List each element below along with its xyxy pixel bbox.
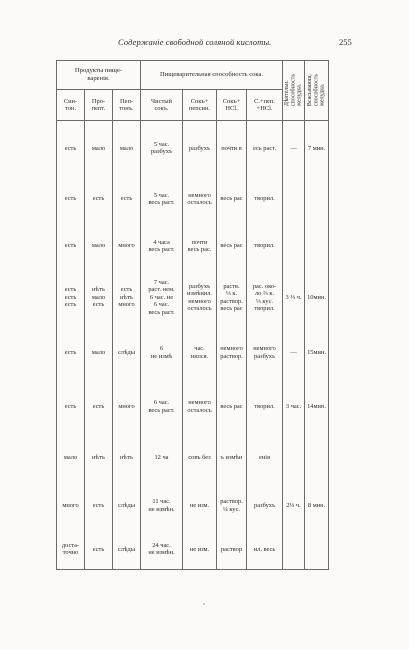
table-cell: — xyxy=(283,121,305,176)
table-cell: рас. око- ло ⅔ к. ⅓ кус. творил. xyxy=(247,270,283,326)
header-absorption-text: Всасывающ. способность желудка. xyxy=(307,74,326,107)
table-cell: доста- точно xyxy=(57,530,85,570)
table-cell: есть xyxy=(85,530,113,570)
table-cell: 3 ⅓ ч. xyxy=(283,270,305,326)
paper-speck xyxy=(203,603,205,605)
col-header: Сокъ+ HCl. xyxy=(217,90,247,121)
table-cell: есть xyxy=(57,121,85,176)
table-cell: есть xyxy=(57,380,85,434)
table-cell: есть xyxy=(57,176,85,223)
table-cell: много xyxy=(57,482,85,530)
running-head-title: Содержаніе свободной соляной кислоты. xyxy=(118,37,272,47)
col-header: Чистый сокъ. xyxy=(141,90,183,121)
table-cell: есть есть есть xyxy=(57,270,85,326)
table-cell: мало xyxy=(113,121,141,176)
table-cell: весь рас xyxy=(217,176,247,223)
table-cell: мало xyxy=(85,326,113,380)
table-cell: весь рас xyxy=(217,223,247,270)
table-cell: не изм. xyxy=(183,530,217,570)
table-cell: мало xyxy=(85,223,113,270)
table-cell: есть xyxy=(57,326,85,380)
table-row xyxy=(57,176,329,223)
table-cell: ъ измѣн xyxy=(217,434,247,482)
header-absorption xyxy=(305,61,329,121)
table-cell: раств. ⅓ к. раствор. весь рас xyxy=(217,270,247,326)
table-cell: совъ без xyxy=(183,434,217,482)
table-cell: разбухъ xyxy=(247,482,283,530)
table-cell: раствор. ¼ кус. xyxy=(217,482,247,530)
table-cell: почти в xyxy=(217,121,247,176)
header-digestive-capacity: Пищеварительная способность сока. xyxy=(141,61,283,90)
table-cell xyxy=(305,434,329,482)
table-cell: много xyxy=(113,380,141,434)
table-cell: 12 ча xyxy=(141,434,183,482)
table-cell: слѣды xyxy=(113,530,141,570)
table-cell: слѣды xyxy=(113,326,141,380)
page-number: 255 xyxy=(339,37,352,47)
table-cell: немного разбухъ xyxy=(247,326,283,380)
table-row xyxy=(57,326,329,380)
col-header: С.+пеп. +HCl. xyxy=(247,90,283,121)
table-cell: 6 час. весь раст. xyxy=(141,380,183,434)
table-cell: 24 час. не измѣн. xyxy=(141,530,183,570)
table-cell: творил. xyxy=(247,223,283,270)
table-cell xyxy=(305,176,329,223)
table-row xyxy=(57,121,329,176)
table-cell: 14мин. xyxy=(305,380,329,434)
table-cell: раствор xyxy=(217,530,247,570)
table-cell: нѣтъ мало есть xyxy=(85,270,113,326)
table-cell: 8 мин. xyxy=(305,482,329,530)
table-cell: весь рас xyxy=(217,380,247,434)
table-cell: немного осталось xyxy=(183,380,217,434)
col-header: Син- тон. xyxy=(57,90,85,121)
table-cell: 7 мин. xyxy=(305,121,329,176)
table-cell: творил. xyxy=(247,176,283,223)
table-cell xyxy=(283,434,305,482)
running-head xyxy=(0,37,409,51)
table-cell: есь раст. xyxy=(247,121,283,176)
table-cell: есть xyxy=(57,223,85,270)
table-cell: не изм. xyxy=(183,482,217,530)
header-row-groups xyxy=(57,61,329,90)
table-cell: 4 часа весь раст. xyxy=(141,223,183,270)
table-cell: разбухъ xyxy=(183,121,217,176)
table-cell: есть xyxy=(113,176,141,223)
header-activity-text: Дѣятельн. способность желудка. xyxy=(284,74,303,107)
header-digestion-products: Продукты пище- варенія. xyxy=(57,61,141,90)
table-cell: 3 час. xyxy=(283,380,305,434)
table-cell: 10мин. xyxy=(305,270,329,326)
table-cell: час. нился. xyxy=(183,326,217,380)
table-cell xyxy=(283,176,305,223)
table-cell: 6 не измѣ xyxy=(141,326,183,380)
table-cell: есть xyxy=(85,482,113,530)
table-cell: слѣды xyxy=(113,482,141,530)
table-cell: почти весь рас. xyxy=(183,223,217,270)
table-cell: разбухъ измѣнил. немного осталось xyxy=(183,270,217,326)
table-row xyxy=(57,530,329,570)
digestion-table xyxy=(56,60,329,570)
table-cell: немного осталось xyxy=(183,176,217,223)
table-cell: нѣтъ xyxy=(113,434,141,482)
table-cell: нѣтъ xyxy=(85,434,113,482)
table-row xyxy=(57,482,329,530)
table-cell: творил. xyxy=(247,380,283,434)
table-row xyxy=(57,434,329,482)
table-cell: 7 час. раст. нем. 6 час. не 6 час. весь раст. xyxy=(141,270,183,326)
col-header: Пеп- тонъ. xyxy=(113,90,141,121)
table-cell: мало xyxy=(57,434,85,482)
table-cell: есть xyxy=(85,380,113,434)
table-cell: есть нѣтъ много xyxy=(113,270,141,326)
table-cell xyxy=(283,530,305,570)
table-row xyxy=(57,223,329,270)
table-cell: есть xyxy=(85,176,113,223)
table-cell: 11 час. не измѣн. xyxy=(141,482,183,530)
table-row xyxy=(57,380,329,434)
table-cell: ил. весь xyxy=(247,530,283,570)
table-cell: 5 час. весь раст. xyxy=(141,176,183,223)
col-header: Про- пепт. xyxy=(85,90,113,121)
table-cell: немного раствор. xyxy=(217,326,247,380)
table-cell: много xyxy=(113,223,141,270)
table-cell xyxy=(283,223,305,270)
col-header: Сокъ+ пепсин. xyxy=(183,90,217,121)
table-cell xyxy=(305,223,329,270)
table-cell: — xyxy=(283,326,305,380)
table-cell: енія xyxy=(247,434,283,482)
table-cell: 5 час. разбухъ xyxy=(141,121,183,176)
table-cell: 2⅓ ч. xyxy=(283,482,305,530)
table-cell: 15мин. xyxy=(305,326,329,380)
table-cell: мало xyxy=(85,121,113,176)
header-activity xyxy=(283,61,305,121)
table-row xyxy=(57,270,329,326)
table-cell xyxy=(305,530,329,570)
